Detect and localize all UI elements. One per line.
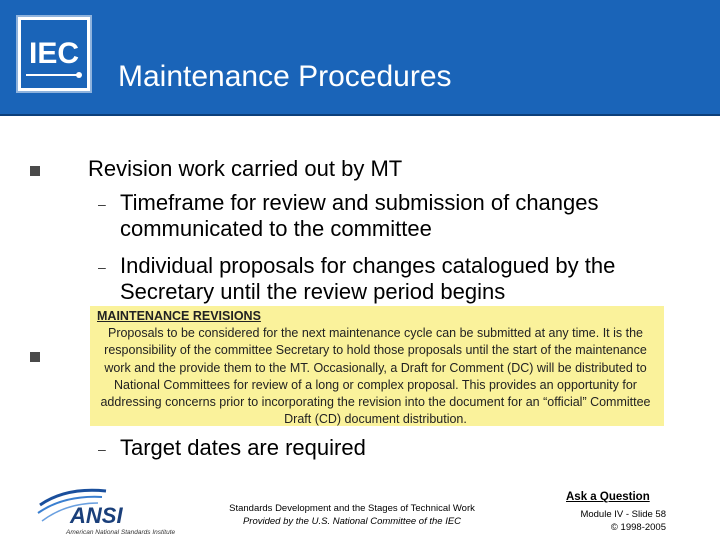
slide-info	[562, 508, 666, 534]
subitem-1-1-line1: Timeframe for review and submission of changes	[120, 190, 599, 215]
copyright: © 1998-2005	[610, 522, 666, 533]
bullet-1-text: Revision work carried out by MT	[88, 156, 403, 181]
maintenance-revisions-note	[90, 306, 664, 426]
footer-line-2: Provided by the U.S. National Committee of the IEC	[242, 516, 462, 527]
subitem-1-1-line2: communicated to the committee	[120, 216, 432, 241]
subitem-2-1: Target dates are required	[120, 435, 366, 460]
ansi-logo	[36, 485, 196, 537]
ansi-tagline: American National Standards Institute	[66, 529, 176, 536]
square-bullet-icon	[30, 166, 40, 176]
ansi-logo-text: ANSI	[70, 503, 123, 528]
ask-a-question-link[interactable]: Ask a Question	[566, 491, 650, 503]
iec-logo-text: IEC	[28, 37, 80, 70]
iec-logo	[16, 15, 92, 93]
footer-line-1: Standards Development and the Stages of Technical Work	[229, 503, 475, 514]
dash-icon: –	[98, 441, 106, 457]
slide-header	[0, 0, 720, 114]
note-heading: MAINTENANCE REVISIONS	[97, 309, 261, 323]
dash-icon: –	[98, 196, 106, 212]
square-bullet-icon	[30, 352, 40, 362]
subitem-1-2	[120, 253, 615, 305]
header-divider	[0, 114, 720, 116]
subitem-1-2-line2: Secretary until the review period begins	[120, 279, 506, 304]
module-slide-number: Module IV - Slide 58	[580, 509, 666, 520]
note-body: Proposals to be considered for the next maintenance cycle can be submitted at any time. It is the responsibility of the committee Secretary to hold those proposals until the start of the maintenance work and the provide them to the MT. Occasionally, a Draft for Comment (DC) will be distributed to National Committees for review of a long or complex proposal. This provides an opportunity for addressing concerns prior to incorporating the revision into the document for an “official” Committee Draft (CD) document distribution.	[100, 326, 651, 427]
subitem-1-1	[120, 190, 599, 242]
footer-credits	[210, 502, 494, 528]
dash-icon: –	[98, 259, 106, 275]
subitem-1-2-line1: Individual proposals for changes catalogued by the	[120, 253, 616, 278]
page-title: Maintenance Procedures	[118, 60, 452, 93]
